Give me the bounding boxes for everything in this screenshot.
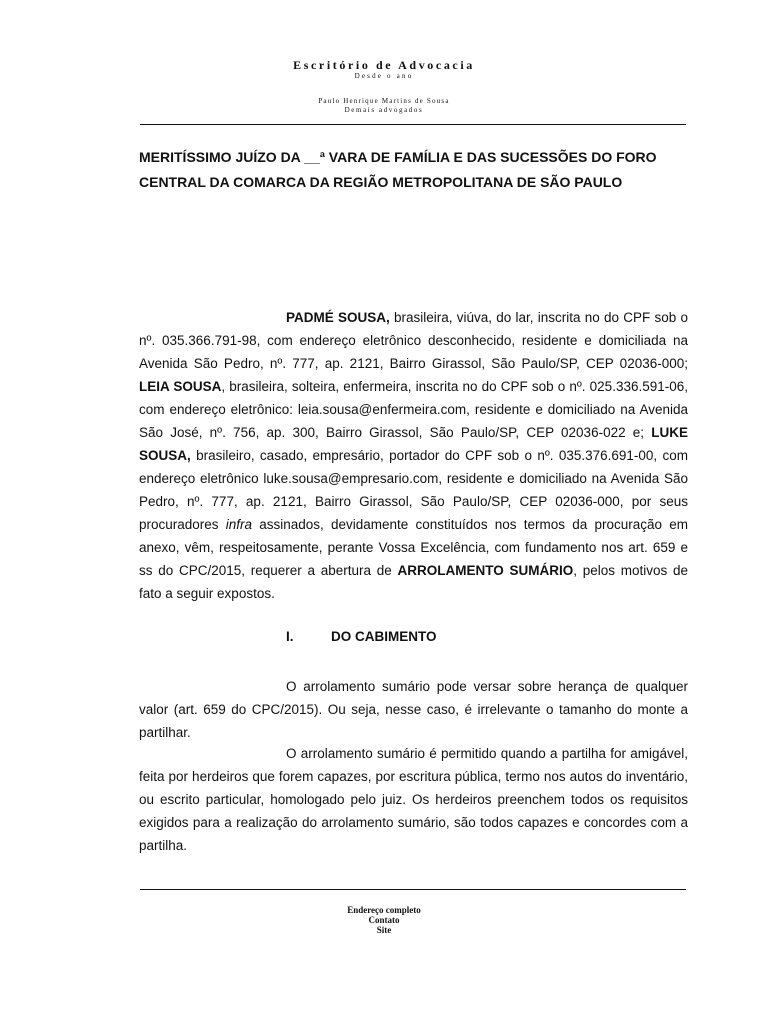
party-2-name: LEIA SOUSA — [139, 379, 222, 394]
party-3-details: brasileiro, casado, empresário, portador do CPF sob o nº. 035.376.691-00, com endereço eletrônico luke.sousa@empresario.com, residente e domiciliado na Avenida São Pedro, nº. 777, ap. 2121, Bairro Girassol, São Paulo/SP, CEP 02036-000, por seus procuradores — [139, 448, 688, 532]
intro-closing: assinados, devidamente constituídos nos termos da procuração em anexo, vêm, respeitosamente, perante Vossa Excelência, com fundamento nos art. 659 e ss do CPC/2015, requerer a abertura de — [139, 517, 688, 578]
intro-paragraph — [139, 306, 688, 605]
action-name: ARROLAMENTO SUMÁRIO — [397, 563, 574, 578]
paragraph-2: O arrolamento sumário é permitido quando a partilha for amigável, feita por herdeiros que forem capazes, por escritura pública, termo nos autos do inventário, ou escrito particular, homologado pelo juiz. Os herdeiros preenchem todos os requisitos exigidos para a realização do arrolamento sumário, são todos capazes e concordes com a partilha. — [139, 746, 688, 853]
party-3-name: LUKE SOUSA, — [139, 425, 688, 463]
other-lawyers: Demais advogados — [344, 106, 424, 114]
lawyer-name: Paulo Henrique Martins de Sousa — [318, 97, 450, 105]
party-1-details: brasileira, viúva, do lar, inscrita no do CPF sob o nº. 035.366.791-98, com endereço eletrônico desconhecido, residente e domiciliada na Avenida São Pedro, nº. 777, ap. 2121, Bairro Girassol, São Paulo/SP, CEP 02036-000; — [139, 310, 688, 371]
header-divider — [140, 124, 686, 125]
footer-site: Site — [376, 925, 392, 935]
section-heading — [286, 629, 437, 644]
paragraph-1: O arrolamento sumário pode versar sobre herança de qualquer valor (art. 659 do CPC/2015). Ou seja, nesse caso, é irrelevante o tamanho do monte a partilhar. — [139, 679, 688, 740]
intro-end: , pelos motivos de fato a seguir expostos. — [139, 563, 688, 601]
footer-contact: Contato — [368, 915, 400, 925]
section-number: I. — [286, 629, 294, 644]
firm-name: Escritório de Advocacia — [293, 58, 475, 72]
section-title: DO CABIMENTO — [331, 629, 437, 644]
court-address-heading — [139, 145, 688, 195]
footer-address: Endereço completo — [347, 905, 421, 915]
firm-since: Desde o ano — [354, 72, 414, 80]
heading-line-1: MERITÍSSIMO JUÍZO DA __ª VARA DE FAMÍLIA E DAS SUCESSÕES DO FORO — [139, 149, 657, 165]
party-2-details: , brasileira, solteira, enfermeira, inscrita no do CPF sob o nº. 025.336.591-06, com endereço eletrônico: leia.sousa@enfermeira.com, residente e domiciliado na Avenida São José, nº. 756, ap. 300, Bairro Girassol, São Paulo/SP, CEP 02036-022 e; — [139, 379, 688, 440]
footer-divider — [140, 889, 686, 890]
party-1-name: PADMÉ SOUSA, — [286, 310, 390, 325]
heading-line-2: CENTRAL DA COMARCA DA REGIÃO METROPOLITANA DE SÃO PAULO — [139, 174, 623, 190]
infra-term: infra — [225, 517, 253, 532]
